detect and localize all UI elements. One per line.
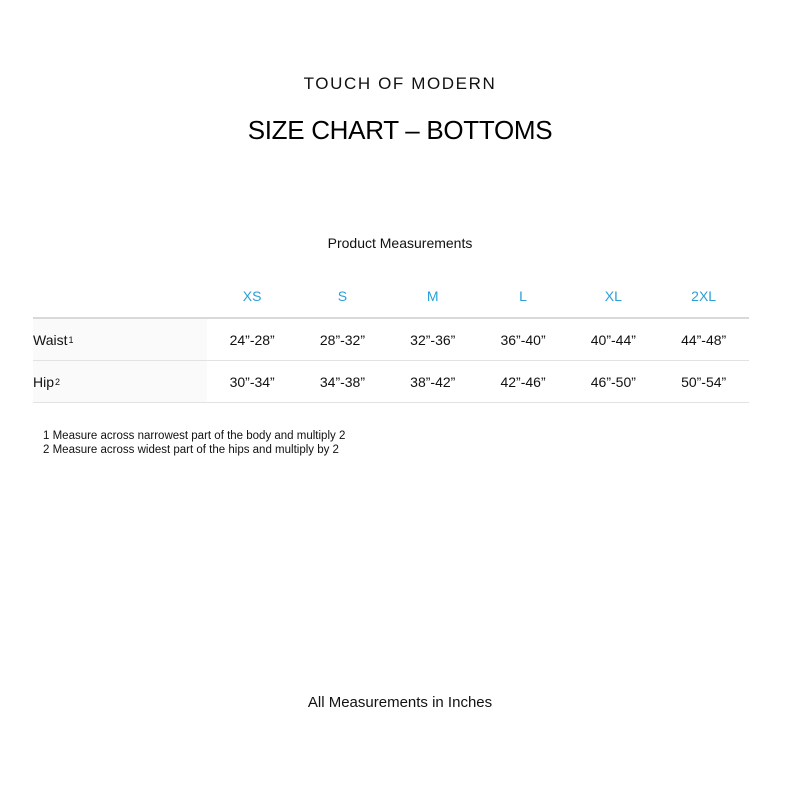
table-cell: 28”-32”: [319, 331, 366, 348]
size-header-s: S: [337, 288, 348, 304]
size-header-xs: XS: [242, 288, 262, 304]
table-cell: 38”-42”: [410, 373, 456, 390]
table-caption: Product Measurements: [327, 235, 473, 251]
size-header-xl: XL: [604, 288, 622, 304]
size-header-l: L: [519, 288, 527, 304]
size-header-row: [33, 275, 749, 319]
page-title: SIZE CHART – BOTTOMS: [247, 115, 553, 145]
row-label-text: Hip: [33, 373, 55, 390]
table-cell: 36”-40”: [500, 331, 546, 348]
brand-logo-text: TOUCH OF MODERN: [303, 74, 497, 93]
table-cell: 42”-46”: [500, 373, 546, 390]
footnote-marker: 2: [55, 376, 61, 387]
row-label-waist: [33, 319, 207, 360]
row-label-text: Waist: [33, 331, 68, 348]
table-cell: 24”-28”: [229, 331, 275, 348]
table-cell: 46”-50”: [590, 373, 636, 390]
units-note: All Measurements in Inches: [307, 694, 493, 711]
footnote-marker: 1: [68, 334, 74, 345]
header-corner-cell: [33, 275, 207, 317]
size-header-m: M: [426, 288, 439, 304]
footnote-2: 2 Measure across widest part of the hips and multiply by 2: [43, 444, 339, 456]
table-row-hip: [33, 361, 749, 403]
table-cell: 30”-34”: [229, 373, 275, 390]
size-chart-table: [33, 275, 749, 403]
table-cell: 32”-36”: [410, 331, 456, 348]
table-cell: 50”-54”: [681, 373, 727, 390]
row-label-hip: [33, 361, 207, 402]
table-cell: 44”-48”: [681, 331, 727, 348]
table-row-waist: [33, 319, 749, 361]
size-header-2xl: 2XL: [691, 288, 717, 304]
table-cell: 40”-44”: [590, 331, 636, 348]
footnotes: [43, 429, 345, 457]
footnote-1: 1 Measure across narrowest part of the body and multiply 2: [43, 430, 346, 442]
table-cell: 34”-38”: [319, 373, 366, 390]
